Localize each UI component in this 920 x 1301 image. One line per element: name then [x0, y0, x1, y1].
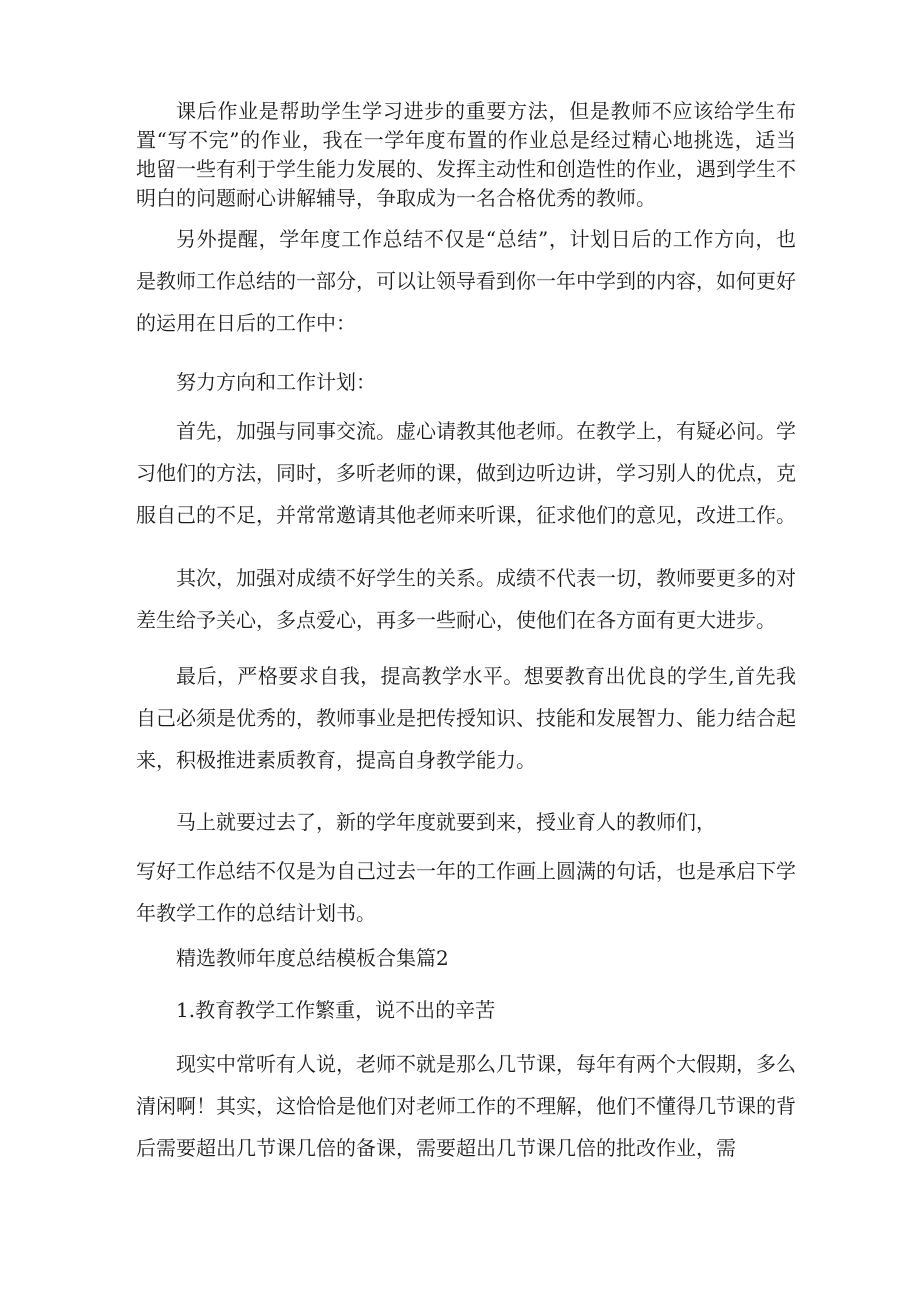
paragraph-second: 其次，加强对成绩不好学生的关系。成绩不代表一切，教师要更多的对差生给予关心，多点爱心，再多一些耐心，使他们在各方面有更大进步。: [136, 566, 796, 632]
subsection-title: 1.教育教学工作繁重，说不出的辛苦: [176, 998, 496, 1022]
paragraph-first: 首先，加强与同事交流。虚心请教其他老师。在教学上，有疑必问。学习他们的方法，同时，多听老师的课，做到边听边讲，学习别人的优点，克服自己的不足，并常常邀请其他老师来听课，征求他们的意见，改进工作。: [136, 419, 796, 527]
paragraph-reminder: 另外提醒，学年度工作总结不仅是“总结”，计划日后的工作方向，也是教师工作总结的一部分，可以让领导看到你一年中学到的内容，如何更好的运用在日后的工作中：: [136, 227, 796, 335]
paragraph-closing-2: 写好工作总结不仅是为自己过去一年的工作画上圆满的句话，也是承启下学年教学工作的总结计划书。: [136, 859, 796, 925]
paragraph-closing-1: 马上就要过去了，新的学年度就要到来，授业育人的教师们，: [176, 810, 716, 834]
paragraph-plan-heading: 努力方向和工作计划：: [176, 370, 376, 394]
paragraph-last: 最后，严格要求自我，提高教学水平。想要教育出优良的学生,首先我自己必须是优秀的，教师事业是把传授知识、技能和发展智力、能力结合起来，积极推进素质教育，提高自身教学能力。: [136, 664, 796, 772]
paragraph-homework: 课后作业是帮助学生学习进步的重要方法，但是教师不应该给学生布置“写不完”的作业，我在一学年度布置的作业总是经过精心地挑选，适当地留一些有利于学生能力发展的、发挥主动性和创造性的作业，遇到学生不明白的问题耐心讲解辅导，争取成为一名合格优秀的教师。: [136, 99, 796, 210]
section-title: 精选教师年度总结模板合集篇2: [176, 946, 449, 970]
paragraph-reality: 现实中常听有人说，老师不就是那么几节课，每年有两个大假期，多么清闲啊！其实，这恰恰是他们对老师工作的不理解，他们不懂得几节课的背后需要超出几节课几倍的备课，需要超出几节课几倍的批改作业，需: [136, 1052, 796, 1160]
